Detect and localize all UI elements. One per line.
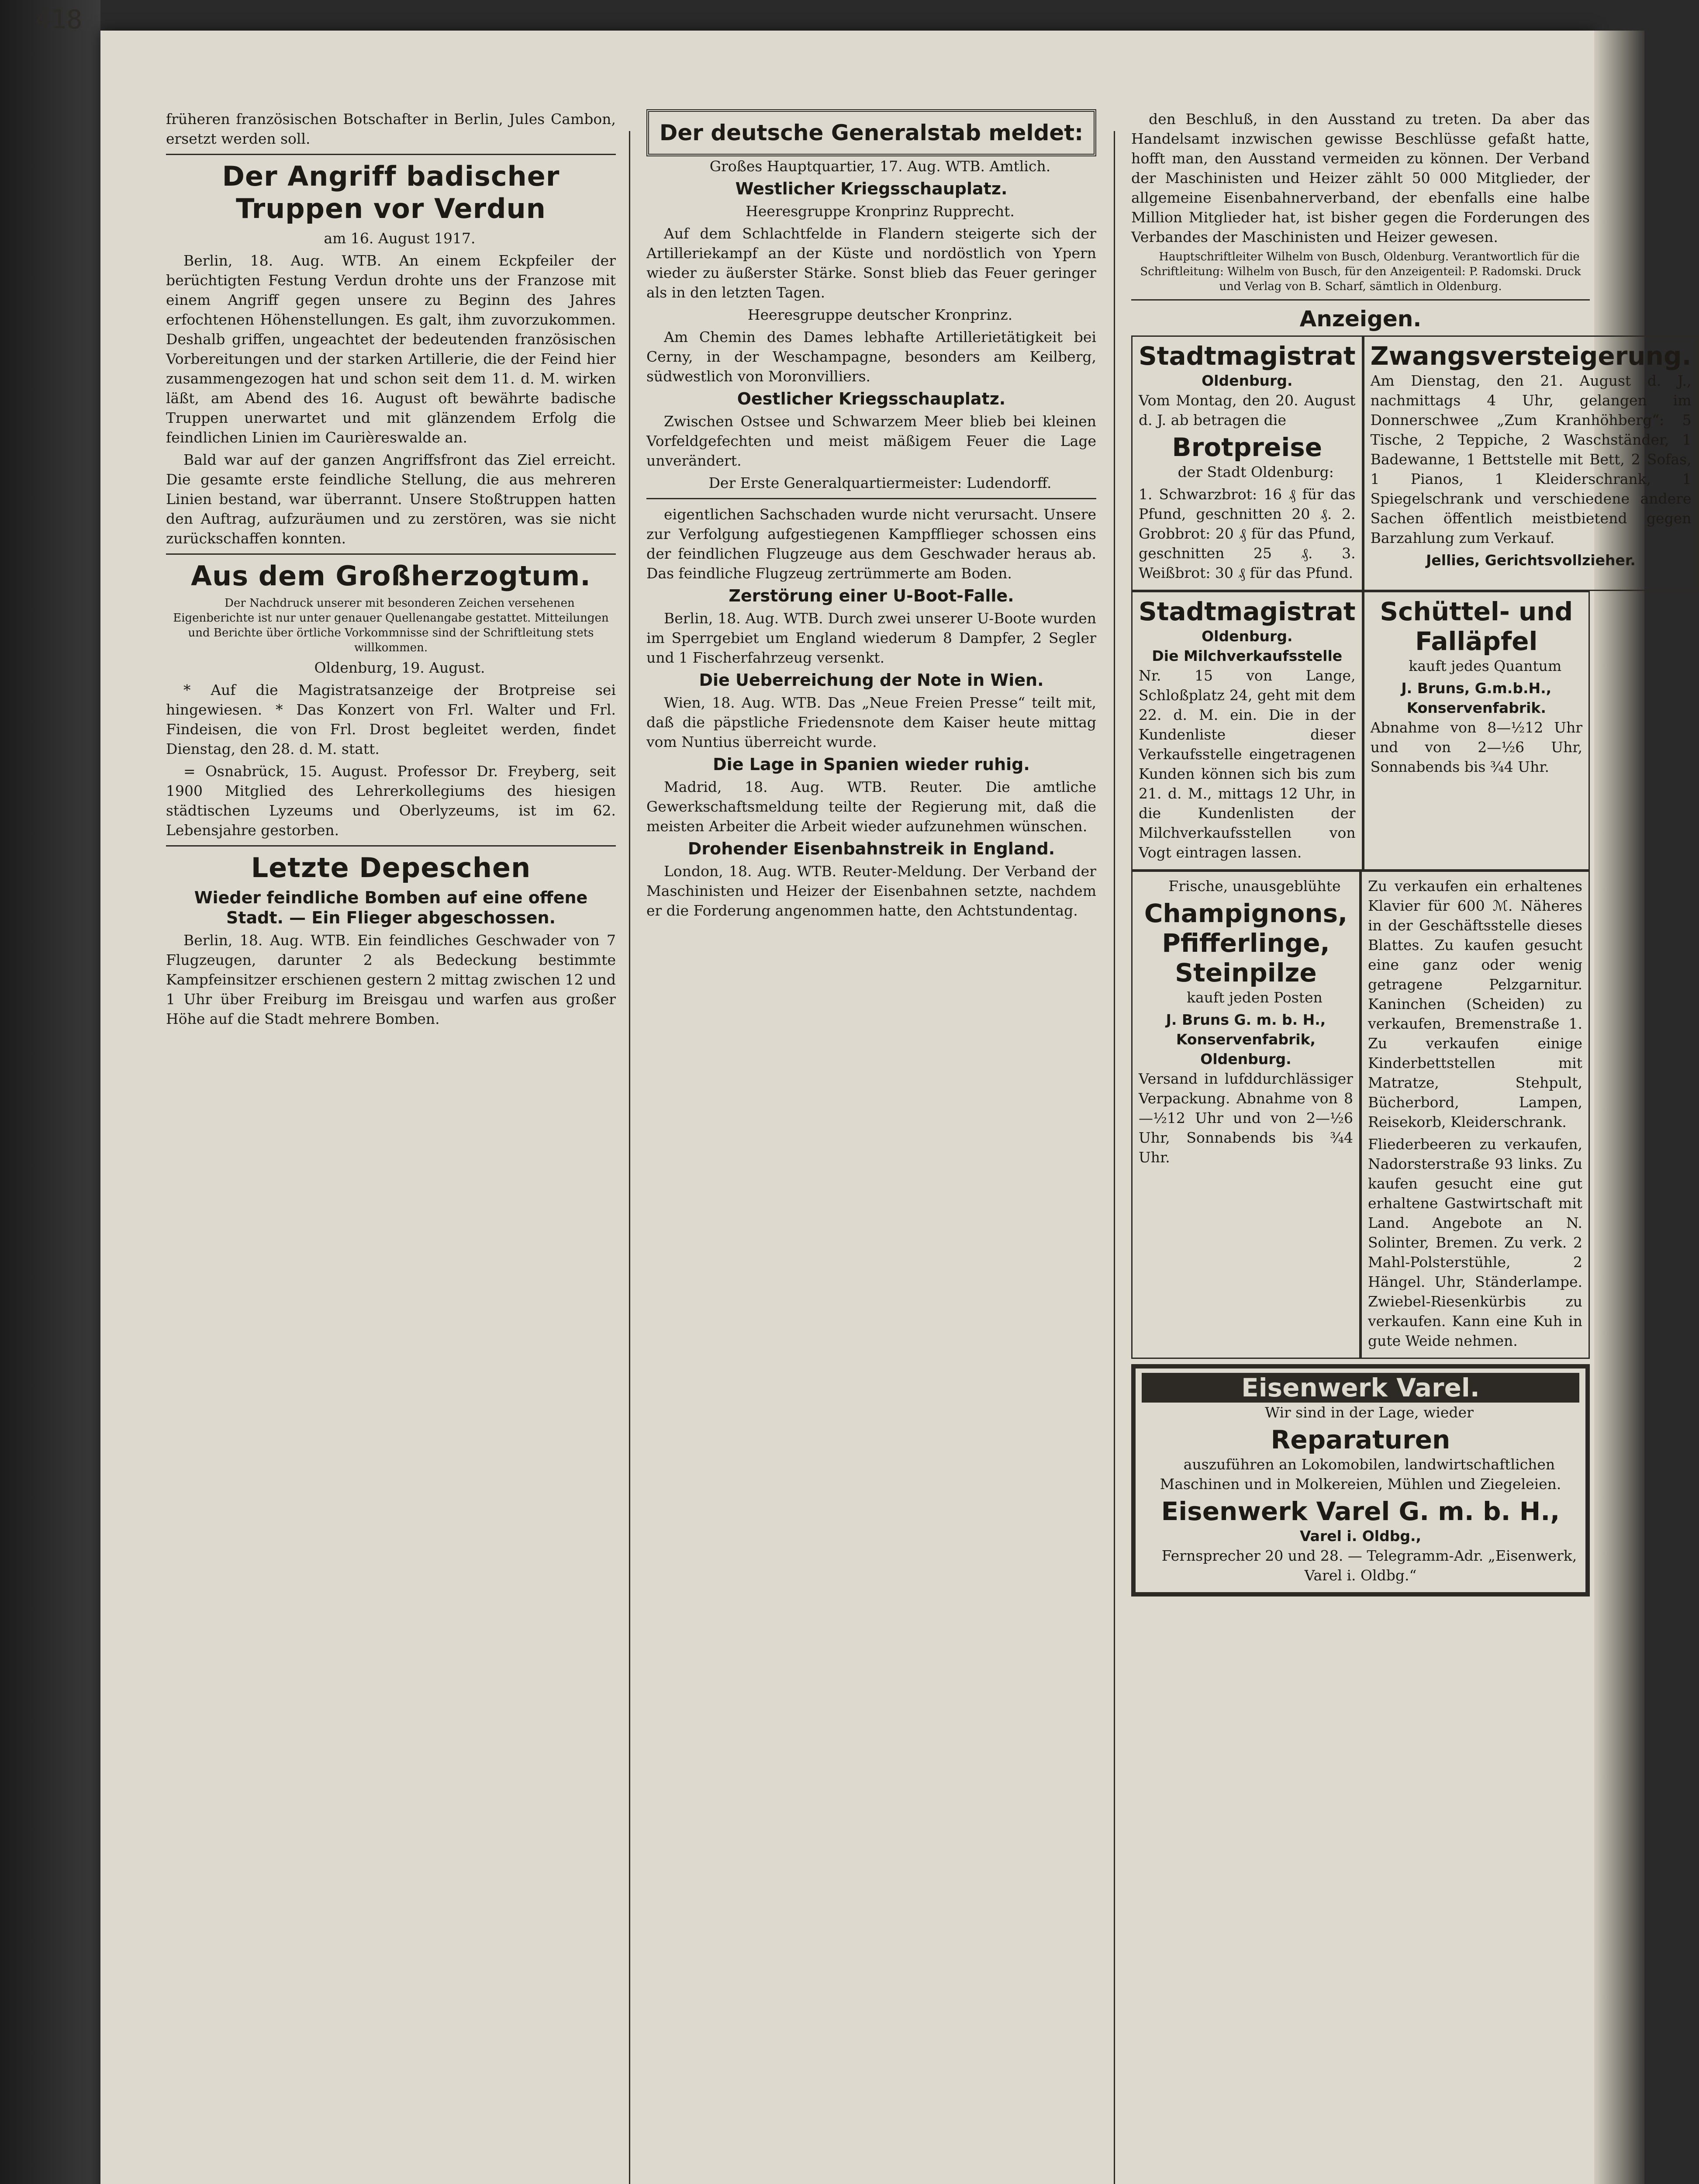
divider: [166, 845, 616, 847]
small-ads-text: Fliederbeeren zu verkaufen, Nadorsterstraße 93 links. Zu kaufen gesucht eine gut erhaltene Gastwirtschaft mit Land. Angebote an N. Solinter, Bremen. Zu verk. 2 Mahl-Polsterstühle, 2 Hängel. Uhr, Ständerlampe. Zwiebel-Riesenkürbis zu verkaufen. Kann eine Kuh in gute Weide nehmen.: [1368, 1136, 1582, 1349]
report-text: Wien, 18. Aug. WTB. Das „Neue Freien Presse“ teilt mit, daß die päpstliche Friedensnote dem Kaiser heute mittag vom Nuntius überreicht wurde.: [646, 694, 1096, 750]
army-group: Heeresgruppe Kronprinz Rupprecht.: [746, 203, 1015, 220]
army-group: Heeresgruppe deutscher Kronprinz.: [747, 306, 1013, 323]
article-date: am 16. August 1917.: [324, 230, 476, 247]
continued-text: den Beschluß, in den Ausstand zu treten. Da aber das Handelsamt inzwischen gewisse Beschlüsse gefaßt hatte, hofft man, den Ausstand vermeiden zu können. Der Verband der Maschinisten und Heizer zählt 50 000 Mitglieder, der allgemeine Eisenbahnerverband, der ebenfalls eine halbe Million Mitglieder hat, ist bisher gegen die Forderungen des Verbandes der Maschinisten und Heizer gewesen.: [1131, 111, 1590, 245]
article-paragraph: Berlin, 18. Aug. WTB. An einem Eckpfeiler der berüchtigten Festung Verdun drohte uns der Franzose mit einem Angriff gegen unsere zu Beginn des Jahres erfochtenen Höhenstellungen. Es galt, ihm zuvorzukommen. Deshalb griffen, ungeachtet der bedeutenden französischen Vorbereitungen und der starken Artillerie, die der Feind hier zusammengezogen hat und schon seit dem 11. d. M. wirken läßt, am Abend des 16. August oft bewährte badische Truppen unerwartet und mit glänzendem Erfolg die feindlichen Linien im Caurièreswalde an.: [166, 252, 616, 446]
subheading: Drohender Eisenbahnstreik in England.: [687, 839, 1055, 858]
report-text: eigentlichen Sachschaden wurde nicht verursacht. Unsere zur Verfolgung aufgestiegenen Kampfflieger schossen eins der feindlichen Flugzeuge aus dem Geschwader heraus ab. Das feindliche Flugzeug zertrümmerte am Boden.: [646, 506, 1096, 582]
ad-title: Stadtmagistrat: [1139, 597, 1356, 626]
divider: [166, 553, 616, 555]
section-note: Der Nachdruck unserer mit besonderen Zeichen versehenen Eigenberichte ist nur unter genauer Quellenangabe gestattet. Mitteilungen und Berichte über örtliche Vorkommnisse sind der Schriftleitung stets willkommen.: [173, 597, 609, 654]
ad-city: Oldenburg.: [1202, 628, 1293, 645]
small-ads-text: Zu verkaufen ein erhaltenes Klavier für 600 ℳ. Näheres in der Geschäftsstelle dieses Blattes. Zu kaufen gesucht eine ganz oder wenig getragene Pelzgarnitur. Kaninchen (Scheiden) zu verkaufen, Bremenstraße 1. Zu verkaufen einige Kinderbettstellen mit Matratze, Stehpult, Bücherbord, Lampen, Reisekorb, Kleiderschrank.: [1368, 878, 1582, 1130]
dateline: Oldenburg, 19. August.: [314, 659, 485, 676]
column-1: [166, 109, 616, 1031]
ad-city: Oldenburg.: [1202, 372, 1293, 389]
ad-hours: Abnahme von 8—½12 Uhr und von 2—½6 Uhr, Sonnabends bis ¾4 Uhr.: [1370, 719, 1582, 775]
generalstab-box: [646, 109, 1096, 156]
column-2: [646, 109, 1096, 923]
ad-title: Champignons, Pfifferlinge, Steinpilze: [1144, 898, 1348, 988]
ad-aepfel: [1363, 591, 1590, 871]
ad-title: Eisenwerk Varel.: [1142, 1373, 1579, 1403]
ad-text: Nr. 15 von Lange, Schloßplatz 24, geht mit dem 22. d. M. ein. Die in der Kundenliste dieser Verkaufsstelle eingetragenen Kunden können sich bis zum 21. d. M., mittags 12 Uhr, in die Kundenlisten der Milchverkaufsstellen von Vogt eintragen lassen.: [1139, 667, 1356, 861]
ad-signature: Jellies, Gerichtsvollzieher.: [1426, 552, 1636, 569]
ad-text: kauft jeden Posten: [1187, 989, 1323, 1006]
report-text: London, 18. Aug. WTB. Reuter-Meldung. Der Verband der Maschinisten und Heizer der Eisenbahnen setzte, nachdem er die Forderung angenommen hatte, den Achtstundentag.: [646, 863, 1096, 919]
column-rule: [629, 131, 630, 2184]
ad-eisenwerk: [1131, 1364, 1590, 1597]
front-heading: Oestlicher Kriegsschauplatz.: [737, 389, 1006, 408]
section-heading: Aus dem Großherzogtum.: [191, 560, 591, 592]
ad-intro: Vom Montag, den 20. August d. J. ab betragen die: [1139, 392, 1356, 429]
ad-line: auszuführen an Lokomobilen, landwirtschaftlichen Maschinen und in Molkereien, Mühlen und Ziegeleien.: [1160, 1456, 1561, 1493]
report-text: Zwischen Ostsee und Schwarzem Meer blieb bei kleinen Vorfeldgefechten und meist mäßigem Feuer die Lage unverändert.: [646, 413, 1096, 469]
ad-text: kauft jedes Quantum: [1409, 657, 1562, 674]
intro-text: früheren französischen Botschafter in Berlin, Jules Cambon, ersetzt werden soll.: [166, 111, 616, 147]
ad-milchverkauf: [1131, 591, 1363, 871]
subheading: Die Ueberreichung der Note in Wien.: [699, 670, 1044, 690]
ad-sub: der Stadt Oldenburg:: [1178, 463, 1334, 480]
front-heading: Westlicher Kriegsschauplatz.: [735, 179, 1008, 198]
article-headline: Der Angriff badischer Truppen vor Verdun: [222, 160, 560, 225]
ad-headline: Brotpreise: [1172, 432, 1323, 462]
signature: Der Erste Generalquartiermeister: Ludendorff.: [708, 474, 1052, 491]
divider: [1131, 299, 1590, 301]
ad-row-3: [1131, 871, 1590, 1359]
ad-brotpreise: [1131, 335, 1363, 591]
ad-row-2: [1131, 591, 1590, 871]
ad-versteigerung: [1363, 335, 1699, 591]
binding-gutter: [0, 0, 100, 2184]
report-text: Madrid, 18. Aug. WTB. Reuter. Die amtliche Gewerkschaftsmeldung teilte der Regierung mit, daß die meisten Arbeiter die Arbeit wieder aufzunehmen wünschen.: [646, 778, 1096, 835]
ad-title: Schüttel- und Falläpfel: [1380, 597, 1573, 656]
report-text: Auf dem Schlachtfelde in Flandern steigerte sich der Artilleriekampf an der Küste und nordöstlich von Ypern wieder zu äußerster Stärke. Sonst blieb das Feuer geringer als in den letzten Tagen.: [646, 225, 1096, 301]
anzeigen-heading: Anzeigen.: [1299, 306, 1422, 332]
imprint: Hauptschriftleiter Wilhelm von Busch, Oldenburg. Verantwortlich für die Schriftleitung: Wilhelm von Busch, für den Anzeigenteil: P. Radomski. Druck und Verlag von B. Scharf, sämtlich in Oldenburg.: [1140, 250, 1581, 293]
ad-city: Varel i. Oldbg.,: [1299, 1527, 1422, 1545]
subheading: Zerstörung einer U-Boot-Falle.: [729, 586, 1014, 605]
local-notes: * Auf die Magistratsanzeige der Brotpreise sei hingewiesen. * Das Konzert von Frl. Walter und Frl. Findeisen, die von Frl. Drost begleitet werden, findet Dienstag, den 28. d. M. statt.: [166, 681, 616, 757]
column-rule: [1114, 131, 1115, 2184]
ad-hours: Versand in lufddurchlässiger Verpackung. Abnahme von 8—½12 Uhr und von 2—½6 Uhr, Sonnabends bis ¾4 Uhr.: [1139, 1070, 1353, 1166]
ad-contact: Fernsprecher 20 und 28. — Telegramm-Adr. „Eisenwerk, Varel i. Oldbg.“: [1161, 1547, 1577, 1584]
report-text: Am Chemin des Dames lebhafte Artillerietätigkeit bei Cerny, in der Weschampagne, besonders am Keilberg, südwestlich von Moronvilliers.: [646, 328, 1096, 385]
ad-row-1: [1131, 335, 1692, 591]
ad-line: Wir sind in der Lage, wieder: [1265, 1404, 1474, 1421]
divider: [166, 154, 616, 155]
ad-firm: J. Bruns, G.m.b.H., Konservenfabrik.: [1401, 680, 1552, 716]
ad-small-ads: [1361, 871, 1590, 1359]
column-3: [1131, 109, 1692, 1597]
generalstab-title: Der deutsche Generalstab meldet:: [659, 120, 1084, 145]
ad-title: Stadtmagistrat: [1139, 341, 1356, 371]
ad-firm: Eisenwerk Varel G. m. b. H.,: [1161, 1496, 1560, 1526]
ad-items: 1. Schwarzbrot: 16 ₰ für das Pfund, geschnitten 20 ₰. 2. Grobbrot: 20 ₰ für das Pfund, geschnitten 25 ₰. 3. Weißbrot: 30 ₰ für das Pfund.: [1139, 486, 1356, 581]
ad-headline: Reparaturen: [1271, 1425, 1450, 1455]
osnabrueck-note: = Osnabrück, 15. August. Professor Dr. Freyberg, seit 1900 Mitglied des Lehrerkollegiums des hiesigen städtischen Lyzeums und Oberlyzeums, ist im 62. Lebensjahre gestorben.: [166, 763, 616, 839]
subheading: Die Lage in Spanien wieder ruhig.: [713, 755, 1030, 774]
depeschen-heading: Letzte Depeschen: [251, 852, 531, 884]
ad-headline: Die Milchverkaufsstelle: [1152, 647, 1343, 664]
divider: [646, 498, 1096, 499]
depeschen-text: Berlin, 18. Aug. WTB. Ein feindliches Geschwader von 7 Flugzeugen, darunter 2 als Bedeckung bestimmte Kampfeinsitzer erschienen gestern 2 mittag zwischen 12 und 1 Uhr über Freiburg im Breisgau und warfen aus großer Höhe auf die Stadt mehrere Bomben.: [166, 932, 616, 1027]
depeschen-subheading: Wieder feindliche Bomben auf eine offene Stadt. — Ein Flieger abgeschossen.: [194, 888, 588, 927]
article-paragraph: Bald war auf der ganzen Angriffsfront das Ziel erreicht. Die gesamte erste feindliche Stellung, die aus mehreren Linien bestand, war überrannt. Unsere Stoßtruppen hatten den Auftrag, aufzuräumen und zu zerstören, was sie nicht zurückschaffen konnten.: [166, 451, 616, 547]
ad-firm: J. Bruns G. m. b. H., Konservenfabrik, Oldenburg.: [1166, 1011, 1326, 1068]
page-number: 418: [35, 4, 83, 35]
ad-text: Am Dienstag, den 21. August d. J., nachmittags 4 Uhr, gelangen im Donnerschwee „Zum Kranhöhberg“: 5 Tische, 2 Teppiche, 2 Waschständer, 1 Badewanne, 1 Bettstelle mit Bett, 2 Sofas, 1 Pianos, 1 Kleiderschrank, 1 Spiegelschrank und verschiedene andere Sachen öffentlich meistbietend gegen Barzahlung zum Verkauf.: [1370, 372, 1692, 546]
hq-line: Großes Hauptquartier, 17. Aug. WTB. Amtlich.: [709, 158, 1051, 175]
ad-pre: Frische, unausgeblühte: [1168, 878, 1341, 895]
report-text: Berlin, 18. Aug. WTB. Durch zwei unserer U-Boote wurden im Sperrgebiet um England wiederum 8 Dampfer, 2 Segler und 1 Fischerfahrzeug versenkt.: [646, 610, 1096, 666]
ad-pilze: [1131, 871, 1361, 1359]
ad-title: Zwangsversteigerung.: [1370, 341, 1692, 371]
